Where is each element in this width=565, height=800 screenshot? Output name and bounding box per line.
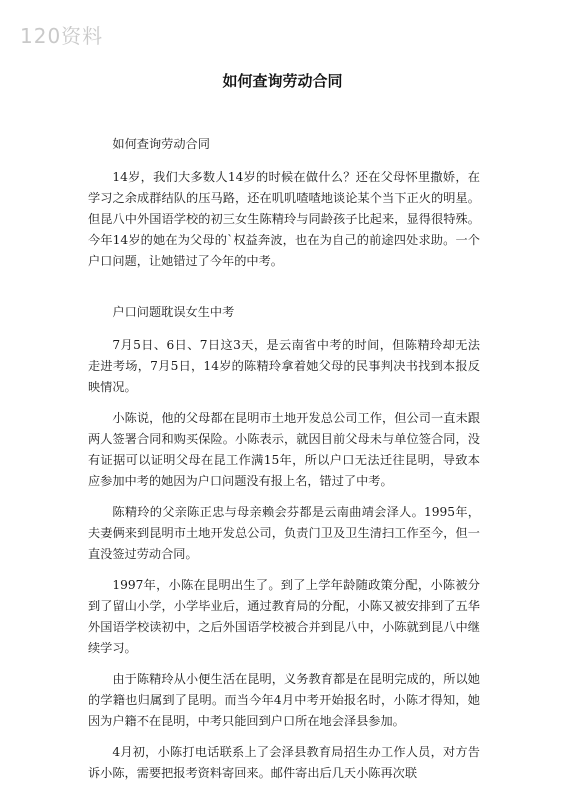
watermark-logo: 120资料 [20,24,104,48]
body-paragraph: 1997年，小陈在昆明出生了。到了上学年龄随政策分配，小陈被分到了留山小学，小学毕业后，通过教育局的分配，小陈又被安排到了五华外国语学校读初中，之后外国语学校被合并到昆八中，小陈就到昆八中继续学习。 [88,578,480,655]
page-title: 如何查询劳动合同 [222,72,343,90]
document-body [88,134,480,794]
body-paragraph: 4月初，小陈打电话联系上了会泽县教育局招生办工作人员，对方告诉小陈，需要把报考资料寄回来。邮件寄出后几天小陈再次联 [88,745,480,780]
body-paragraph: 14岁，我们大多数人14岁的时候在做什么？还在父母怀里撒娇，在学习之余成群结队的压马路，还在叽叽喳喳地谈论某个当下正火的明星。但昆八中外国语学校的初三女生陈精玲与同龄孩子比起来，显得很特殊。今年14岁的她在为父母的`权益奔波，也在为自己的前途四处求助。一个户口问题，让她错过了今年的中考。 [88,170,480,268]
section-heading: 如何查询劳动合同 [112,137,210,151]
body-paragraph: 7月5日、6日、7日这3天，是云南省中考的时间，但陈精玲却无法走进考场，7月5日，14岁的陈精玲拿着她父母的民事判决书找到本报反映情况。 [88,338,480,394]
body-paragraph: 由于陈精玲从小便生活在昆明，义务教育都是在昆明完成的，所以她的学籍也归属到了昆明。而当今年4月中考开始报名时，小陈才得知，她因为户籍不在昆明，中考只能回到户口所在地会泽县参加。 [88,672,480,728]
subsection-heading: 户口问题耽误女生中考 [112,305,235,319]
body-paragraph: 陈精玲的父亲陈正忠与母亲赖会芬都是云南曲靖会泽人。1995年，夫妻俩来到昆明市土地开发总公司，负责门卫及卫生清扫工作至今，但一直没签过劳动合同。 [88,505,480,561]
body-paragraph: 小陈说，他的父母都在昆明市土地开发总公司工作，但公司一直未跟两人签署合同和购买保险。小陈表示，就因目前父母未与单位签合同，没有证据可以证明父母在昆工作满15年，所以户口无法迁往昆明，导致本应参加中考的她因为户口问题没有报上名，错过了中考。 [88,411,480,488]
